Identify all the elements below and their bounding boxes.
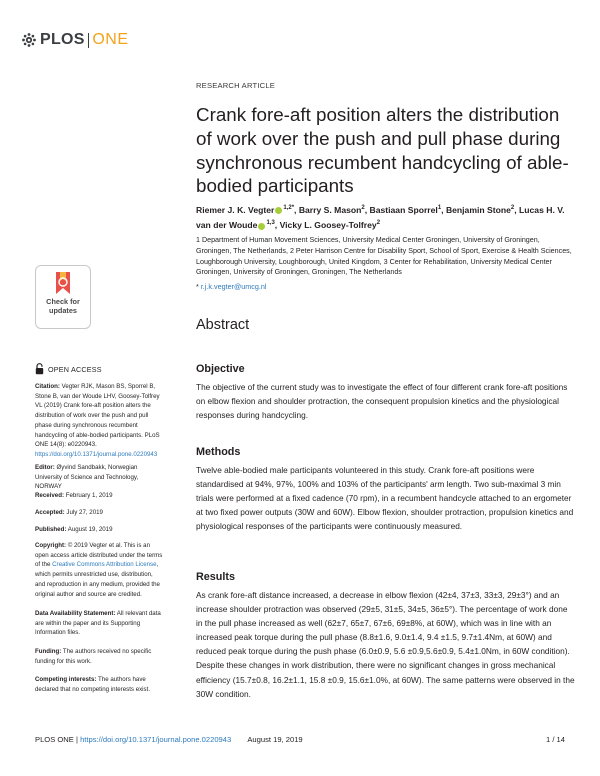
- author-name: Lucas H. V. van der Woude: [196, 204, 565, 231]
- author-affiliation-sup: 2: [376, 220, 381, 227]
- received-label: Received:: [35, 492, 65, 499]
- data-availability-block: [35, 609, 163, 638]
- author-name: Barry S. Mason: [298, 204, 362, 215]
- author-separator: ,: [441, 204, 444, 215]
- logo-divider: [88, 33, 90, 48]
- page-number: 1 / 14: [546, 735, 565, 744]
- author[interactable]: [446, 205, 517, 215]
- email-star: *: [196, 282, 199, 291]
- footer-date: August 19, 2019: [247, 735, 303, 744]
- author-affiliation-sup: 2: [510, 205, 515, 211]
- published-block: [35, 525, 163, 535]
- results-text: As crank fore-aft distance increased, a decrease in elbow flexion (42±4, 37±3, 33±3, 29±3°) and an increase shoulder protraction was observed (29±5, 31±5, 34±5, 36±5°). The percentage of work done in the pull phase increased as well (62±7, 65±7, 67±6, 69±8%, at 60W), which was in line with an increased peak torque during the pull phase (8.8±1.6, 9.0±1.4, 9.4 ±1.5, 9.7±1.4Nm, at 60W) and reduced peak torque during the push phase (6.0±0.9, 5.6 ±0.9,5.6±0.9, 5.4±1.0Nm, in 60W condition). Despite these changes in work distribution, there were no significant changes in gross mechanical efficiency (15.7±0.8, 16.2±1.1, 15.8 ±0.9, 15.6±1.0%, at 60W). The same patterns were observed in the 30W condition.: [196, 590, 575, 699]
- open-lock-icon: [35, 363, 44, 375]
- footer-journal: PLOS ONE: [35, 735, 74, 744]
- orcid-icon[interactable]: [275, 207, 282, 214]
- author[interactable]: [196, 205, 296, 215]
- author[interactable]: [280, 220, 380, 230]
- published-label: Published:: [35, 526, 67, 533]
- copyright-text-cont: , which permits unrestricted use, distribution, and reproduction in any medium, provided the original author and source are credited.: [35, 561, 160, 598]
- funding-text: The authors received no specific funding for this work.: [35, 648, 152, 665]
- data-availability-label: Data Availability Statement:: [35, 610, 116, 617]
- results-heading: Results: [196, 571, 236, 583]
- orcid-icon[interactable]: [258, 223, 265, 230]
- author-list: [196, 202, 576, 233]
- footer-separator: |: [75, 735, 78, 744]
- copyright-block: [35, 541, 163, 599]
- funding-block: [35, 647, 163, 666]
- citation-doi-link[interactable]: https://doi.org/10.1371/journal.pone.0220943: [35, 450, 158, 458]
- objective-text: The objective of the current study was to investigate the effect of four different crank fore-aft positions on elbow flexion and shoulder protraction, the consequent propulsion kinetics and the physiological responses during handcycling.: [196, 382, 568, 421]
- received-date: February 1, 2019: [65, 492, 113, 499]
- open-access-label: [35, 363, 102, 375]
- author[interactable]: [370, 205, 444, 215]
- copyright-label: Copyright:: [35, 542, 67, 549]
- logo-one-text: ONE: [92, 31, 129, 48]
- author-separator: ,: [274, 220, 278, 231]
- check-label-line2: updates: [49, 306, 77, 315]
- funding-label: Funding:: [35, 648, 62, 655]
- competing-interests-label: Competing interests:: [35, 676, 97, 683]
- author-affiliation-sup: 2: [361, 205, 365, 211]
- bookmark-ribbon-icon: [53, 271, 73, 295]
- check-for-updates-label: [36, 297, 90, 315]
- author-affiliation-sup: 1,2: [283, 205, 292, 211]
- logo-plos-text: PLOS: [40, 31, 85, 48]
- data-availability-text: All relevant data are within the paper and its Supporting Information files.: [35, 610, 161, 637]
- accepted-label: Accepted:: [35, 509, 65, 516]
- affiliations: 1 Department of Human Movement Sciences, University Medical Center Groningen, University of Groningen, Groningen, The Netherlands, 2 Peter Harrison Centre for Disability Sport, School of Sport, Exercise & Health Sciences, Loughborough University, Loughborough, United Kingdom, 3 Center for Rehabilitation, University Medical Center Groningen, University of Groningen, Groningen, The Netherlands: [196, 236, 572, 277]
- author[interactable]: [299, 205, 367, 215]
- competing-interests-block: [35, 675, 163, 694]
- author-name: Riemer J. K. Vegter: [196, 204, 275, 215]
- editor-block: [35, 463, 163, 492]
- objective-heading: Objective: [196, 363, 245, 375]
- check-for-updates-badge[interactable]: [35, 265, 91, 329]
- competing-interests-text: The authors have declared that no competing interests exist.: [35, 676, 151, 693]
- copyright-text: © 2019 Vegter et al. This is an open access article distributed under the terms of the: [35, 542, 163, 569]
- page-footer: [35, 735, 565, 744]
- citation-block: [35, 382, 163, 460]
- accepted-date: July 27, 2019: [66, 509, 103, 516]
- open-access-text: OPEN ACCESS: [48, 364, 102, 374]
- license-link[interactable]: Creative Commons Attribution License: [52, 561, 157, 569]
- author-affiliation-sup: 1: [437, 205, 442, 211]
- accepted-block: [35, 508, 163, 518]
- check-label-line1: Check for: [46, 297, 80, 306]
- article-type: RESEARCH ARTICLE: [196, 81, 276, 90]
- footer-doi-link[interactable]: https://doi.org/10.1371/journal.pone.0220943: [80, 735, 232, 744]
- author-name: Bastiaan Sporrel: [369, 204, 438, 215]
- corresponding-email: [196, 282, 266, 291]
- corresponding-star: *: [291, 205, 295, 211]
- received-block: [35, 491, 163, 501]
- email-link[interactable]: r.j.k.vegter@umcg.nl: [200, 282, 267, 291]
- methods-heading: Methods: [196, 446, 241, 458]
- author-name: Benjamin Stone: [445, 204, 511, 215]
- citation-text: Vegter RJK, Mason BS, Sporrel B, Stone B, van der Woude LHV, Goosey-Tolfrey VL (2019) Crank fore-aft position alters the distribution of work over the push and pull phase during synchronous recumbent handcycling of able-bodied participants. PLoS ONE 14(8): e0220943.: [35, 383, 160, 449]
- citation-label: Citation:: [35, 383, 60, 390]
- plos-gear-icon: [22, 33, 36, 47]
- author-name: Vicky L. Goosey-Tolfrey: [279, 220, 377, 231]
- author-separator: ,: [364, 204, 368, 215]
- author-separator: ,: [514, 204, 517, 215]
- published-date: August 19, 2019: [67, 526, 113, 533]
- author-separator: ,: [294, 204, 297, 215]
- author-affiliation-sup: 1,3: [266, 220, 275, 227]
- methods-text: Twelve able-bodied male participants volunteered in this study. Crank fore-aft positions were standardised at 94%, 97%, 100% and 103% of the participants' arm length. Two sub-maximal 3 min trials were performed at a fixed cadence (70 rpm), in a recumbent handcycle attached to an ergometer at two fixed power outputs (30W and 60W). Elbow flexion, shoulder protraction, propulsion kinetics and physiological responses of the participants were continuously measured.: [196, 465, 574, 532]
- editor-label: Editor:: [35, 464, 55, 471]
- article-title: Crank fore-aft position alters the distribution of work over the push and pull phase during synchronous recumbent handcycling of able-bodied participants: [196, 104, 569, 197]
- plos-one-logo[interactable]: [22, 30, 129, 50]
- abstract-heading: Abstract: [196, 317, 250, 333]
- editor-text: Øyvind Sandbakk, Norwegian University of Science and Technology, NORWAY: [35, 464, 139, 491]
